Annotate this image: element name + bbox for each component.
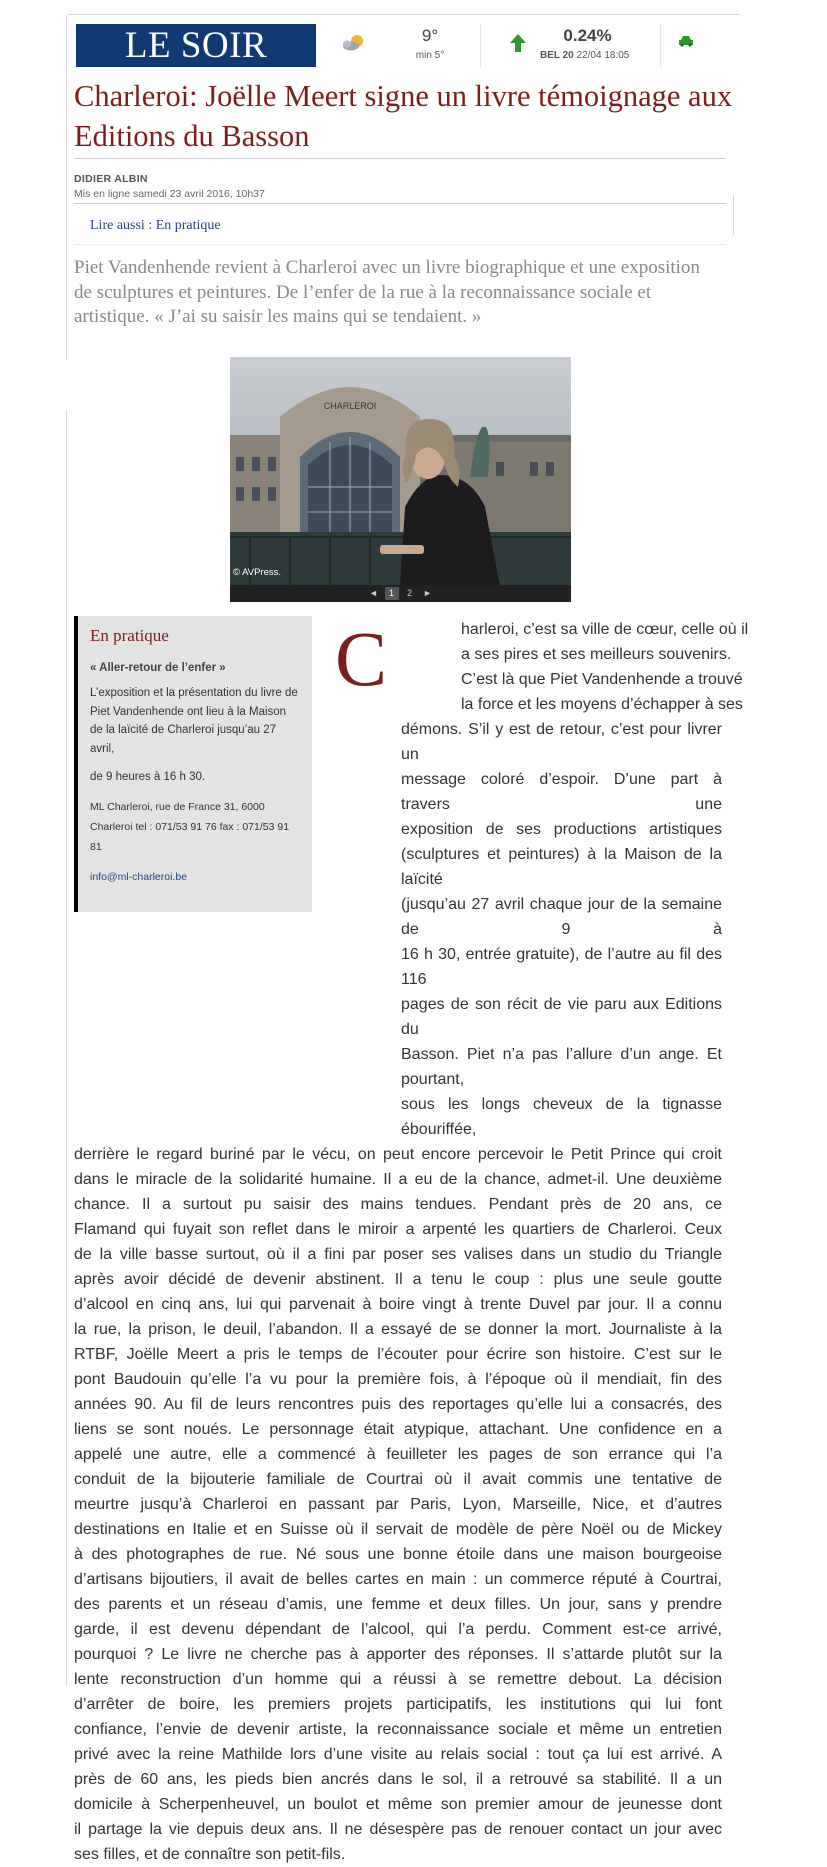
en-pratique-text: L’exposition et la présentation du livre de Piet Vandenhende ont lieu à la Maison de la laïcité de Charleroi jusqu’au 27 avril, — [90, 687, 298, 755]
body-line: d’arrêter de boire, les premiers projets participatifs, les institutions qui lui font — [74, 1696, 722, 1713]
article-photo[interactable] — [230, 357, 571, 586]
body-line: destinations en Italie et en Suisse où il servait de modèle de père Noël ou de Mickey — [74, 1521, 722, 1538]
body-line: démons. S’il y est de retour, c’est pour livrer un — [401, 721, 722, 763]
body-line: domicile à Scherpenheuvel, un boulot et même son premier amour de jeunesse dont — [74, 1796, 722, 1813]
gallery-page-2[interactable]: 2 — [406, 588, 412, 598]
gallery-prev-button[interactable]: ◄ — [369, 588, 378, 598]
body-line: C’est là que Piet Vandenhende a trouvé — [461, 671, 743, 688]
body-line: derrière le regard buriné par le vécu, on peut encore percevoir le Petit Prince qui croit — [74, 1146, 722, 1163]
body-line: liens se sont noués. Le personnage était atypique, attachant. Une confidence en a — [74, 1421, 722, 1438]
body-line: d’artisans bijoutiers, il avait de belles cartes en main : un commerce réputé à Courtrai, — [74, 1571, 722, 1588]
body-line: garde, il est devenu dépendant de l’alcool, qui l’a perdu. Comment est-ce arrivé, — [74, 1621, 722, 1638]
en-pratique-subtitle: « Aller-retour de l’enfer » — [90, 662, 226, 674]
cloud-sun-icon — [340, 32, 368, 54]
bourse-index — [540, 50, 629, 61]
body-line: pages de son récit de vie paru aux Editions du — [401, 996, 722, 1038]
body-line: dans le miracle de la solidarité humaine. Il a eu de la chance, admet-il. Une deuxième — [74, 1171, 722, 1188]
body-line: près de 60 ans, les pieds bien ancrés dans le sol, il a retrouvé sa stabilité. Il a un — [74, 1771, 722, 1788]
body-line: après avoir décidé de devenir abstinent. Il a tenu le coup : plus une seule goutte — [74, 1271, 722, 1288]
body-line: la force et les moyens d’échapper à ses — [461, 696, 743, 713]
en-pratique-title: En pratique — [90, 626, 169, 645]
lire-aussi-link[interactable]: Lire aussi : En pratique — [90, 218, 221, 233]
article-author[interactable]: DIDIER ALBIN — [74, 173, 148, 185]
body-line: message coloré d’espoir. D’une part à travers une — [401, 771, 722, 813]
page-frame-top — [68, 14, 740, 15]
gallery-next-button[interactable]: ► — [423, 588, 432, 598]
arrow-up-icon — [508, 32, 528, 54]
article-lead: Piet Vandenhende revient à Charleroi avec un livre biographique et une exposition de sculptures et peintures. De l’enfer de la rue à la reconnaissance sociale et artistique. « J’ai su saisir les mains qui se tendaient. » — [74, 257, 700, 327]
body-line: harleroi, c’est sa ville de cœur, celle où il — [461, 621, 749, 638]
weather-temp: 9° — [421, 26, 439, 45]
body-line: pourquoi ? Le livre ne cherche pas à apporter des réponses. Il s’attarde plutôt sur la — [74, 1646, 722, 1663]
page-frame-right — [733, 195, 734, 235]
lire-aussi-rule — [74, 244, 726, 245]
body-line: sous les longs cheveux de la tignasse ébouriffée, — [401, 1096, 722, 1138]
body-line: années 90. Au fil de leurs rencontres puis des reportages qu’elle lui a consacrés, des — [74, 1396, 722, 1413]
photo-gallery-nav — [230, 585, 571, 602]
photo-credit: © AVPress. — [233, 567, 282, 578]
body-line: (sculptures et peintures) à la Maison de la laïcité — [401, 846, 722, 888]
header-divider — [480, 24, 481, 68]
en-pratique-email-link[interactable]: info@ml-charleroi.be — [90, 870, 188, 883]
title-rule — [74, 158, 726, 159]
body-line: de la ville basse surtout, où il a fini par poser ses valises dans un studio du Triangle — [74, 1246, 722, 1263]
building-sign: CHARLEROI — [323, 401, 377, 411]
body-line: a ses pires et ses meilleurs souvenirs. — [461, 646, 732, 663]
en-pratique-hours: de 9 heures à 16 h 30. — [90, 771, 206, 783]
site-logo[interactable]: LE SOIR — [76, 24, 316, 67]
body-line: Basson. Piet n’a pas l’allure d’un ange. Et pourtant, — [401, 1046, 722, 1088]
en-pratique-address: ML Charleroi, rue de France 31, 6000 Charleroi tel : 071/53 91 76 fax : 071/53 91 81 — [90, 800, 290, 853]
page-frame-left-lower — [66, 410, 67, 1686]
bourse-change: 0.24% — [563, 26, 612, 45]
body-line: confiance, l’envie de devenir artiste, la reconnaissance sociale et même un entretien — [74, 1721, 722, 1738]
bourse-index-name: BEL 20 — [540, 50, 574, 61]
body-line: ses filles, et de connaître son petit-fils. — [74, 1846, 346, 1863]
body-line: d’alcool en cinq ans, lui qui parvenait à boire vingt à trente Duvel par jour. Il a connu — [74, 1296, 722, 1313]
article-title: Charleroi: Joëlle Meert signe un livre témoignage aux Editions du Basson — [74, 79, 733, 153]
body-line: la rue, la prison, le deuil, l’abandon. Il a essayé de se donner la mort. Journaliste à la — [74, 1321, 722, 1338]
meta-rule — [74, 203, 726, 204]
body-line: pont Baudouin qu’elle l’a vu pour la première fois, à l’époque où il mendiait, fin des — [74, 1371, 722, 1388]
article-dropcap: C — [335, 615, 388, 702]
body-line: meurtre jusqu’à Charleroi en passant par Paris, Lyon, Marseille, Nice, et d’autres — [74, 1496, 722, 1513]
article-body — [74, 617, 749, 1867]
article-date: Mis en ligne samedi 23 avril 2016, 10h37 — [74, 188, 265, 200]
body-line: exposition de ses productions artistiques — [401, 821, 722, 838]
body-line: à des photographes de rue. Né sous une bonne étoile dans une maison bourgeoise — [74, 1546, 722, 1563]
body-line: privé avec la reine Mathilde lors d’une visite au relais social : tout ça lui est arrivé. A — [74, 1746, 722, 1763]
body-line: RTBF, Joëlle Meert a pris le temps de l’écouter pour écrire son histoire. C’est sur le — [74, 1346, 722, 1363]
body-line: lente reconstruction d’un homme qui a réussi à se remettre debout. La décision — [74, 1671, 722, 1688]
car-icon[interactable] — [678, 34, 694, 46]
body-line: des parents et un réseau d’amis, une femme et deux filles. Un jour, sans y prendre — [74, 1596, 722, 1613]
weather-min-temp: min 5° — [415, 50, 445, 61]
body-line: il partage la vie depuis deux ans. Il ne désespère pas de renouer contact un jour avec — [74, 1821, 722, 1838]
body-line: conduit de la bijouterie familiale de Courtrai où il avait commis une tentative de — [74, 1471, 722, 1488]
body-line: Flamand qui fuyait son reflet dans le miroir a arpenté les quartiers de Charleroi. Ceux — [74, 1221, 722, 1238]
body-line: appelé une autre, elle a commencé à feuilleter les pages de son errance qui l’a — [74, 1446, 722, 1463]
gallery-page-1[interactable]: 1 — [385, 587, 399, 600]
header-divider — [660, 24, 661, 68]
body-line: chance. Il a surtout pu saisir des mains tendues. Pendant près de 20 ans, ce — [74, 1196, 722, 1213]
body-line: 16 h 30, entrée gratuite), de l’autre au fil des 116 — [401, 946, 722, 988]
bourse-datetime: 22/04 18:05 — [576, 50, 630, 61]
page-frame-left — [66, 14, 67, 359]
body-line: (jusqu’au 27 avril chaque jour de la semaine de 9 à — [401, 896, 722, 938]
